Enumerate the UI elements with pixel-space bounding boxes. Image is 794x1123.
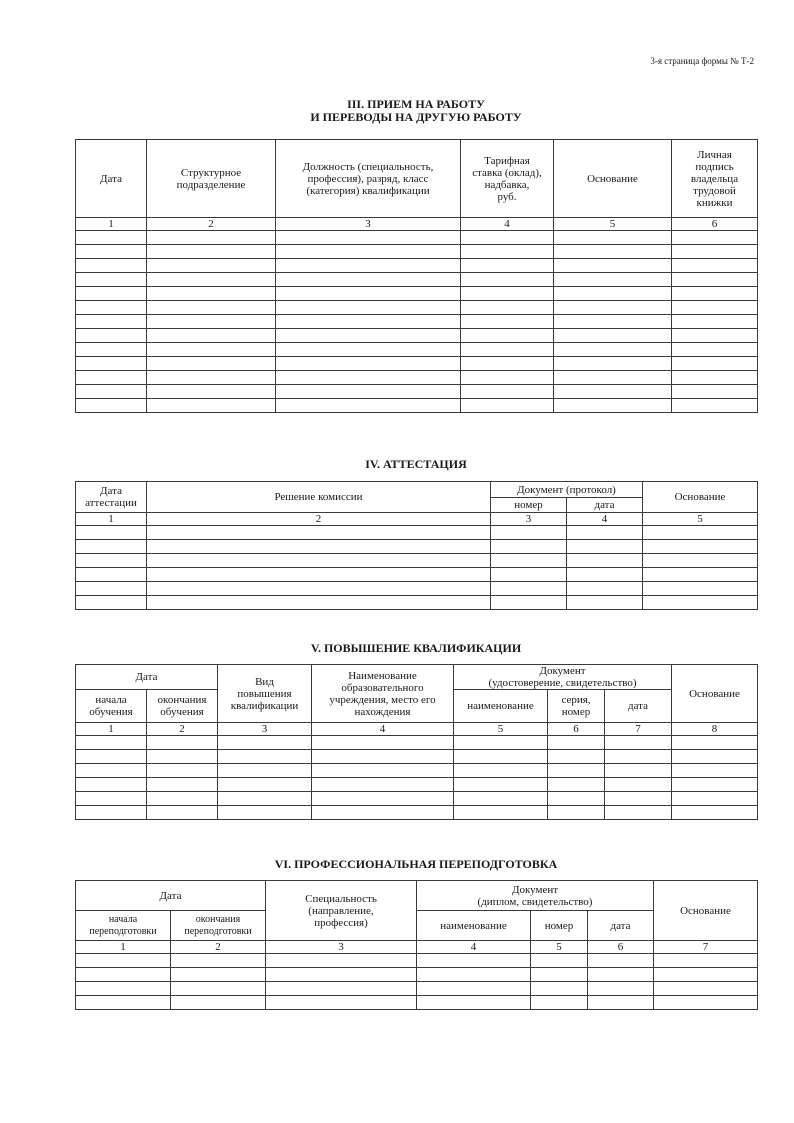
blank-cell[interactable] — [76, 371, 147, 385]
blank-cell[interactable] — [491, 526, 567, 540]
column-number: 5 — [531, 941, 588, 954]
blank-cell[interactable] — [672, 245, 758, 259]
blank-cell[interactable] — [605, 806, 672, 820]
column-number: 6 — [588, 941, 654, 954]
column-number: 3 — [276, 218, 461, 231]
blank-cell[interactable] — [672, 736, 758, 750]
blank-cell[interactable] — [531, 954, 588, 968]
header-doc-date: дата — [588, 911, 654, 941]
blank-cell[interactable] — [147, 259, 276, 273]
blank-cell[interactable] — [643, 596, 758, 610]
blank-cell[interactable] — [312, 764, 454, 778]
column-number: 2 — [147, 513, 491, 526]
blank-cell[interactable] — [147, 301, 276, 315]
blank-cell[interactable] — [147, 287, 276, 301]
column-number: 1 — [76, 723, 147, 736]
blank-cell[interactable] — [76, 806, 147, 820]
table-retraining-body — [76, 954, 758, 1010]
blank-cell[interactable] — [643, 554, 758, 568]
header-salary: Тарифная ставка (оклад), надбавка, руб. — [461, 140, 554, 218]
header-basis: Основание — [654, 881, 758, 941]
blank-cell[interactable] — [76, 568, 147, 582]
blank-row — [76, 596, 758, 610]
blank-cell[interactable] — [417, 954, 531, 968]
header-signature: Личная подпись владельца трудовой книжки — [672, 140, 758, 218]
blank-cell[interactable] — [461, 301, 554, 315]
column-number-row — [76, 513, 758, 526]
blank-cell[interactable] — [605, 792, 672, 806]
blank-cell[interactable] — [147, 582, 491, 596]
blank-cell[interactable] — [147, 371, 276, 385]
blank-cell[interactable] — [276, 385, 461, 399]
blank-row — [76, 778, 758, 792]
blank-cell[interactable] — [567, 596, 643, 610]
blank-cell[interactable] — [672, 750, 758, 764]
blank-cell[interactable] — [76, 792, 147, 806]
blank-cell[interactable] — [76, 287, 147, 301]
blank-cell[interactable] — [417, 982, 531, 996]
blank-cell[interactable] — [76, 399, 147, 413]
blank-cell[interactable] — [147, 764, 218, 778]
column-number: 4 — [567, 513, 643, 526]
header-start: начала обучения — [76, 690, 147, 723]
table-attestation-body — [76, 526, 758, 610]
blank-cell[interactable] — [147, 596, 491, 610]
blank-cell[interactable] — [554, 357, 672, 371]
blank-row — [76, 750, 758, 764]
blank-cell[interactable] — [76, 301, 147, 315]
blank-cell[interactable] — [276, 357, 461, 371]
blank-cell[interactable] — [276, 315, 461, 329]
blank-cell[interactable] — [76, 357, 147, 371]
header-doc-series: серия, номер — [548, 690, 605, 723]
blank-cell[interactable] — [76, 954, 171, 968]
column-number: 2 — [147, 218, 276, 231]
blank-cell[interactable] — [548, 736, 605, 750]
blank-row — [76, 385, 758, 399]
column-number: 2 — [147, 723, 218, 736]
column-number-row — [76, 218, 758, 231]
blank-cell[interactable] — [605, 736, 672, 750]
blank-cell[interactable] — [76, 315, 147, 329]
header-date: Дата — [76, 140, 147, 218]
column-number: 1 — [76, 218, 147, 231]
blank-cell[interactable] — [531, 982, 588, 996]
blank-cell[interactable] — [312, 750, 454, 764]
blank-cell[interactable] — [147, 231, 276, 245]
blank-cell[interactable] — [76, 968, 171, 982]
header-type: Вид повышения квалификации — [218, 665, 312, 723]
blank-cell[interactable] — [76, 259, 147, 273]
blank-cell[interactable] — [461, 399, 554, 413]
blank-row — [76, 764, 758, 778]
blank-row — [76, 273, 758, 287]
blank-cell[interactable] — [171, 954, 266, 968]
blank-row — [76, 540, 758, 554]
blank-cell[interactable] — [672, 301, 758, 315]
blank-row — [76, 806, 758, 820]
column-number: 4 — [461, 218, 554, 231]
blank-cell[interactable] — [554, 273, 672, 287]
header-protocol-number: номер — [491, 498, 567, 513]
blank-cell[interactable] — [312, 736, 454, 750]
column-number: 6 — [672, 218, 758, 231]
column-number: 5 — [554, 218, 672, 231]
blank-cell[interactable] — [454, 764, 548, 778]
column-number: 8 — [672, 723, 758, 736]
blank-cell[interactable] — [218, 750, 312, 764]
blank-row — [76, 357, 758, 371]
blank-cell[interactable] — [276, 301, 461, 315]
blank-cell[interactable] — [605, 750, 672, 764]
blank-row — [76, 968, 758, 982]
blank-cell[interactable] — [454, 750, 548, 764]
blank-cell[interactable] — [76, 736, 147, 750]
blank-cell[interactable] — [567, 554, 643, 568]
blank-cell[interactable] — [548, 792, 605, 806]
column-number: 7 — [605, 723, 672, 736]
blank-cell[interactable] — [76, 582, 147, 596]
header-basis: Основание — [672, 665, 758, 723]
blank-cell[interactable] — [672, 371, 758, 385]
column-number: 5 — [454, 723, 548, 736]
table-qualification-body — [76, 736, 758, 820]
blank-row — [76, 343, 758, 357]
section-6-title: VI. ПРОФЕССИОНАЛЬНАЯ ПЕРЕПОДГОТОВКА — [274, 857, 558, 871]
blank-cell[interactable] — [605, 778, 672, 792]
blank-cell[interactable] — [643, 540, 758, 554]
blank-cell[interactable] — [147, 357, 276, 371]
blank-cell[interactable] — [672, 778, 758, 792]
blank-cell[interactable] — [554, 343, 672, 357]
blank-cell[interactable] — [218, 806, 312, 820]
blank-cell[interactable] — [171, 968, 266, 982]
blank-cell[interactable] — [454, 806, 548, 820]
blank-cell[interactable] — [554, 329, 672, 343]
blank-cell[interactable] — [567, 568, 643, 582]
blank-cell[interactable] — [672, 329, 758, 343]
blank-cell[interactable] — [76, 764, 147, 778]
blank-row — [76, 996, 758, 1010]
blank-row — [76, 568, 758, 582]
blank-cell[interactable] — [76, 996, 171, 1010]
column-number: 4 — [417, 941, 531, 954]
header-row — [76, 665, 758, 690]
blank-cell[interactable] — [76, 982, 171, 996]
header-date: Дата — [76, 665, 218, 690]
blank-cell[interactable] — [171, 982, 266, 996]
blank-cell[interactable] — [548, 778, 605, 792]
blank-cell[interactable] — [76, 385, 147, 399]
blank-cell[interactable] — [672, 385, 758, 399]
blank-cell[interactable] — [461, 371, 554, 385]
blank-cell[interactable] — [588, 982, 654, 996]
header-institution: Наименование образовательного учреждения, место его нахождения — [312, 665, 454, 723]
header-commission-decision: Решение комиссии — [147, 482, 491, 513]
blank-cell[interactable] — [672, 315, 758, 329]
blank-cell[interactable] — [147, 554, 491, 568]
blank-cell[interactable] — [147, 343, 276, 357]
blank-cell[interactable] — [567, 582, 643, 596]
blank-cell[interactable] — [554, 301, 672, 315]
blank-cell[interactable] — [588, 996, 654, 1010]
blank-row — [76, 301, 758, 315]
blank-cell[interactable] — [147, 385, 276, 399]
blank-row — [76, 259, 758, 273]
blank-cell[interactable] — [276, 287, 461, 301]
blank-cell[interactable] — [147, 273, 276, 287]
blank-cell[interactable] — [654, 996, 758, 1010]
blank-cell[interactable] — [672, 259, 758, 273]
blank-cell[interactable] — [672, 357, 758, 371]
blank-row — [76, 399, 758, 413]
blank-cell[interactable] — [76, 526, 147, 540]
blank-cell[interactable] — [554, 287, 672, 301]
blank-cell[interactable] — [266, 982, 417, 996]
blank-cell[interactable] — [276, 371, 461, 385]
header-department: Структурное подразделение — [147, 140, 276, 218]
blank-cell[interactable] — [276, 259, 461, 273]
blank-cell[interactable] — [218, 792, 312, 806]
blank-cell[interactable] — [312, 778, 454, 792]
blank-cell[interactable] — [147, 750, 218, 764]
column-number: 1 — [76, 941, 171, 954]
blank-cell[interactable] — [554, 245, 672, 259]
blank-cell[interactable] — [76, 231, 147, 245]
blank-cell[interactable] — [417, 968, 531, 982]
blank-cell[interactable] — [672, 231, 758, 245]
section-4-title: IV. АТТЕСТАЦИЯ — [365, 457, 467, 471]
section-5-title: V. ПОВЫШЕНИЕ КВАЛИФИКАЦИИ — [310, 641, 522, 655]
blank-cell[interactable] — [672, 806, 758, 820]
header-row — [76, 482, 758, 498]
page-label: 3-я страница формы № Т-2 — [650, 56, 754, 66]
blank-cell[interactable] — [588, 954, 654, 968]
table-attestation — [75, 481, 758, 610]
table-qualification — [75, 664, 758, 820]
blank-cell[interactable] — [548, 806, 605, 820]
blank-cell[interactable] — [588, 968, 654, 982]
table-employment — [75, 139, 758, 413]
blank-row — [76, 554, 758, 568]
blank-cell[interactable] — [554, 315, 672, 329]
blank-row — [76, 231, 758, 245]
header-protocol: Документ (протокол) — [491, 482, 643, 498]
column-number: 2 — [171, 941, 266, 954]
column-number-row — [76, 723, 758, 736]
blank-cell[interactable] — [76, 273, 147, 287]
blank-cell[interactable] — [643, 568, 758, 582]
header-basis: Основание — [643, 482, 758, 513]
blank-cell[interactable] — [461, 385, 554, 399]
blank-cell[interactable] — [461, 273, 554, 287]
blank-cell[interactable] — [654, 968, 758, 982]
blank-cell[interactable] — [554, 399, 672, 413]
header-attestation-date: Дата аттестации — [76, 482, 147, 513]
blank-row — [76, 982, 758, 996]
blank-row — [76, 954, 758, 968]
blank-cell[interactable] — [76, 540, 147, 554]
blank-row — [76, 526, 758, 540]
header-position: Должность (специальность, профессия), разряд, класс (категория) квалификации — [276, 140, 461, 218]
column-number: 1 — [76, 513, 147, 526]
blank-cell[interactable] — [531, 996, 588, 1010]
table-employment-body — [76, 231, 758, 413]
header-doc-date: дата — [605, 690, 672, 723]
blank-row — [76, 792, 758, 806]
header-doc-name: наименование — [454, 690, 548, 723]
blank-cell[interactable] — [218, 778, 312, 792]
blank-row — [76, 329, 758, 343]
blank-cell[interactable] — [454, 778, 548, 792]
blank-cell[interactable] — [147, 736, 218, 750]
blank-cell[interactable] — [567, 526, 643, 540]
blank-cell[interactable] — [531, 968, 588, 982]
blank-cell[interactable] — [461, 245, 554, 259]
blank-row — [76, 315, 758, 329]
header-date: Дата — [76, 881, 266, 911]
column-number: 4 — [312, 723, 454, 736]
blank-cell[interactable] — [76, 750, 147, 764]
blank-cell[interactable] — [554, 385, 672, 399]
column-number: 3 — [266, 941, 417, 954]
table-retraining — [75, 880, 758, 1010]
blank-cell[interactable] — [548, 750, 605, 764]
blank-cell[interactable] — [567, 540, 643, 554]
blank-cell[interactable] — [218, 764, 312, 778]
blank-cell[interactable] — [76, 554, 147, 568]
blank-cell[interactable] — [417, 996, 531, 1010]
blank-cell[interactable] — [461, 259, 554, 273]
blank-cell[interactable] — [491, 568, 567, 582]
column-number: 7 — [654, 941, 758, 954]
blank-cell[interactable] — [491, 540, 567, 554]
blank-cell[interactable] — [672, 343, 758, 357]
blank-cell[interactable] — [276, 231, 461, 245]
header-document: Документ (диплом, свидетельство) — [417, 881, 654, 911]
blank-cell[interactable] — [654, 982, 758, 996]
header-row — [76, 140, 758, 218]
blank-cell[interactable] — [554, 231, 672, 245]
blank-cell[interactable] — [147, 315, 276, 329]
blank-cell[interactable] — [461, 315, 554, 329]
blank-cell[interactable] — [147, 245, 276, 259]
blank-cell[interactable] — [672, 287, 758, 301]
blank-cell[interactable] — [76, 329, 147, 343]
blank-cell[interactable] — [266, 954, 417, 968]
blank-cell[interactable] — [461, 343, 554, 357]
blank-cell[interactable] — [672, 792, 758, 806]
blank-cell[interactable] — [76, 343, 147, 357]
blank-cell[interactable] — [491, 582, 567, 596]
blank-cell[interactable] — [643, 582, 758, 596]
blank-cell[interactable] — [672, 273, 758, 287]
blank-cell[interactable] — [672, 764, 758, 778]
header-end: окончания обучения — [147, 690, 218, 723]
blank-cell[interactable] — [147, 329, 276, 343]
blank-row — [76, 245, 758, 259]
blank-cell[interactable] — [461, 329, 554, 343]
column-number: 3 — [491, 513, 567, 526]
blank-cell[interactable] — [454, 736, 548, 750]
header-doc-number: номер — [531, 911, 588, 941]
blank-cell[interactable] — [454, 792, 548, 806]
blank-cell[interactable] — [147, 526, 491, 540]
blank-cell[interactable] — [605, 764, 672, 778]
blank-cell[interactable] — [147, 568, 491, 582]
blank-cell[interactable] — [276, 329, 461, 343]
blank-cell[interactable] — [266, 996, 417, 1010]
blank-row — [76, 371, 758, 385]
blank-cell[interactable] — [147, 778, 218, 792]
header-document: Документ (удостоверение, свидетельство) — [454, 665, 672, 690]
header-end: окончания переподготовки — [171, 911, 266, 941]
blank-row — [76, 736, 758, 750]
blank-cell[interactable] — [654, 954, 758, 968]
blank-cell[interactable] — [276, 399, 461, 413]
blank-cell[interactable] — [461, 287, 554, 301]
blank-cell[interactable] — [266, 968, 417, 982]
blank-cell[interactable] — [491, 596, 567, 610]
column-number: 6 — [548, 723, 605, 736]
blank-cell[interactable] — [491, 554, 567, 568]
blank-cell[interactable] — [218, 736, 312, 750]
blank-row — [76, 287, 758, 301]
section-3-title — [75, 98, 757, 124]
blank-cell[interactable] — [643, 526, 758, 540]
blank-cell[interactable] — [276, 273, 461, 287]
header-basis: Основание — [554, 140, 672, 218]
header-protocol-date: дата — [567, 498, 643, 513]
blank-cell[interactable] — [554, 259, 672, 273]
blank-cell[interactable] — [312, 806, 454, 820]
blank-cell[interactable] — [461, 357, 554, 371]
column-number-row — [76, 941, 758, 954]
blank-cell[interactable] — [276, 245, 461, 259]
blank-cell[interactable] — [548, 764, 605, 778]
blank-cell[interactable] — [76, 596, 147, 610]
blank-cell[interactable] — [76, 778, 147, 792]
blank-cell[interactable] — [276, 343, 461, 357]
blank-cell[interactable] — [672, 399, 758, 413]
section-3-title-line1: III. ПРИЕМ НА РАБОТУ — [347, 97, 485, 111]
header-start: начала переподготовки — [76, 911, 171, 941]
header-row — [76, 881, 758, 911]
blank-cell[interactable] — [171, 996, 266, 1010]
blank-cell[interactable] — [147, 806, 218, 820]
blank-cell[interactable] — [147, 792, 218, 806]
header-specialty: Специальность (направление, профессия) — [266, 881, 417, 941]
blank-cell[interactable] — [461, 231, 554, 245]
column-number: 5 — [643, 513, 758, 526]
blank-cell[interactable] — [312, 792, 454, 806]
column-number: 3 — [218, 723, 312, 736]
blank-cell[interactable] — [76, 245, 147, 259]
blank-cell[interactable] — [554, 371, 672, 385]
blank-cell[interactable] — [147, 399, 276, 413]
section-3-title-line2: И ПЕРЕВОДЫ НА ДРУГУЮ РАБОТУ — [310, 110, 522, 124]
blank-cell[interactable] — [147, 540, 491, 554]
blank-row — [76, 582, 758, 596]
header-doc-name: наименование — [417, 911, 531, 941]
